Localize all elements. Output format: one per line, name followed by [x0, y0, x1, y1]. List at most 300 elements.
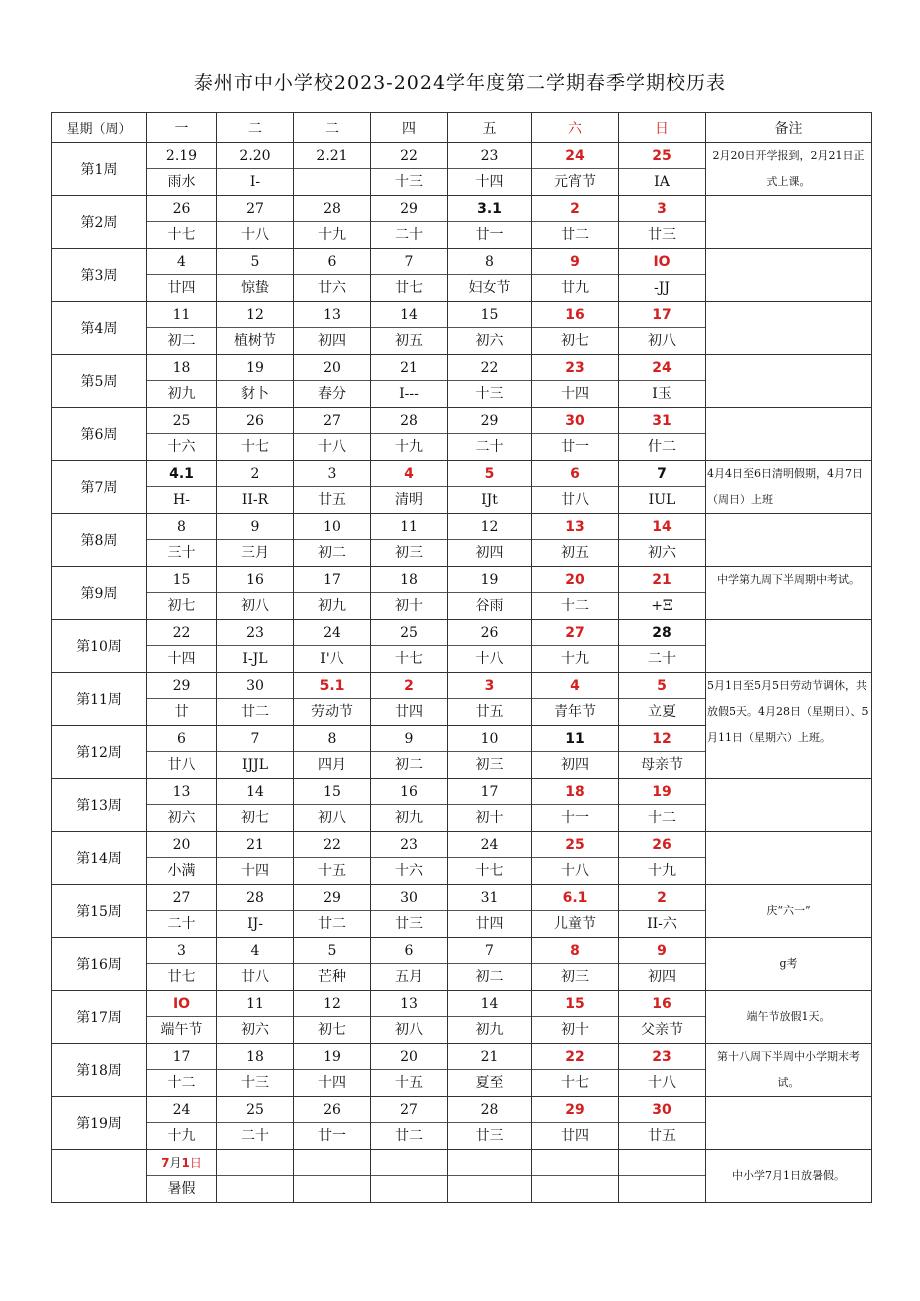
date-number: 27	[532, 620, 618, 646]
lunar-label: 十四	[241, 863, 269, 879]
week-row	[52, 832, 872, 885]
date-number: 15	[448, 302, 531, 328]
week-note: 5月1日至5月5日劳动节调休，共放假5天。4月28日（星期日）、5月11日（星期六）上班。	[706, 673, 872, 779]
empty-label	[217, 1176, 293, 1202]
day-cell-thu	[371, 514, 448, 567]
day-cell-tue	[217, 779, 294, 832]
lunar-label: 初九	[395, 810, 423, 826]
lunar-label: 廿一	[561, 439, 589, 455]
lunar-label: 初七	[318, 1022, 346, 1038]
day-cell-tue	[217, 673, 294, 726]
date-number: 8	[532, 938, 618, 964]
date-day-char: 日	[189, 1156, 202, 1170]
date-number: 13	[532, 514, 618, 540]
week-note: 端午节放假1天。	[706, 991, 872, 1044]
lunar-label: 芒种	[318, 969, 346, 985]
date-number: 15	[294, 779, 370, 805]
day-cell-wed	[294, 302, 371, 355]
date-number: 6	[532, 461, 618, 487]
date-number: 16	[619, 991, 705, 1017]
day-cell-mon	[147, 1044, 217, 1097]
header-row	[52, 113, 872, 143]
lunar-label: 惊蛰	[241, 280, 269, 296]
empty-note	[706, 1097, 872, 1150]
day-cell-fri	[448, 302, 532, 355]
date-number: 14	[619, 514, 705, 540]
empty-date	[619, 1150, 705, 1176]
lunar-label: -JJ	[654, 280, 670, 296]
day-cell-sun	[619, 514, 706, 567]
date-number: 12	[294, 991, 370, 1017]
lunar-label: 初三	[561, 969, 589, 985]
day-cell-tue	[217, 408, 294, 461]
week-label: 第11周	[52, 673, 147, 726]
day-cell-thu	[371, 1044, 448, 1097]
date-number: 7	[371, 249, 447, 275]
date-number: 27	[147, 885, 216, 911]
date-number: 28	[217, 885, 293, 911]
date-number: 27	[294, 408, 370, 434]
date-number: 23	[217, 620, 293, 646]
lunar-label: 廿四	[475, 916, 504, 932]
lunar-label: 端午节	[160, 1022, 203, 1038]
lunar-label: 初五	[561, 545, 589, 561]
day-cell-mon	[147, 885, 217, 938]
date-number: 30	[619, 1097, 705, 1123]
date-number: 3	[147, 938, 216, 964]
date-number: 16	[532, 302, 618, 328]
lunar-label: 十九	[648, 863, 676, 879]
date-number: 22	[147, 620, 216, 646]
header-day-fri: 五	[448, 113, 532, 143]
lunar-label: 初六	[648, 545, 676, 561]
lunar-label: 十七	[395, 651, 423, 667]
week-label-empty	[52, 1150, 147, 1203]
day-cell-fri	[448, 1044, 532, 1097]
empty-date	[294, 1150, 370, 1176]
day-cell-sun	[619, 302, 706, 355]
day-cell-tue	[217, 991, 294, 1044]
lunar-label: 十六	[395, 863, 423, 879]
empty-day-cell	[532, 1150, 619, 1203]
date-number: IO	[619, 249, 705, 275]
lunar-label: 十七	[475, 863, 504, 879]
lunar-label: 初八	[318, 810, 346, 826]
lunar-label: 初四	[475, 545, 504, 561]
date-number: 4	[371, 461, 447, 487]
day-cell-sun	[619, 832, 706, 885]
date-number: 23	[371, 832, 447, 858]
day-cell-sun	[619, 991, 706, 1044]
date-number: 3.1	[448, 196, 531, 222]
calendar-body	[52, 143, 872, 1203]
lunar-label: IJt	[481, 492, 498, 508]
day-cell-sat	[532, 885, 619, 938]
date-number: 5	[294, 938, 370, 964]
date-number: 22	[371, 143, 447, 169]
day-cell-sun	[619, 1097, 706, 1150]
lunar-label: H-	[173, 492, 190, 508]
date-number: 5	[619, 673, 705, 699]
day-cell-sun	[619, 143, 706, 196]
lunar-label: 廿一	[318, 1128, 346, 1144]
lunar-label: 植树节	[234, 333, 276, 349]
date-number: 9	[532, 249, 618, 275]
date-number: 18	[532, 779, 618, 805]
empty-date	[371, 1150, 447, 1176]
lunar-label: 二十	[648, 651, 676, 667]
week-row	[52, 885, 872, 938]
day-cell-fri	[448, 514, 532, 567]
week-label: 第12周	[52, 726, 147, 779]
lunar-label: 初九	[318, 598, 346, 614]
lunar-label: 三十	[167, 545, 196, 561]
empty-note	[706, 196, 872, 249]
empty-date	[217, 1150, 293, 1176]
lunar-label: 父亲节	[641, 1022, 683, 1038]
day-cell-fri	[448, 779, 532, 832]
day-cell-mon	[147, 1097, 217, 1150]
day-cell-mon	[147, 938, 217, 991]
date-number: 10	[448, 726, 531, 752]
lunar-label: 青年节	[554, 704, 596, 720]
lunar-label: 十八	[241, 227, 269, 243]
empty-note	[706, 514, 872, 567]
day-cell-tue	[217, 143, 294, 196]
lunar-label: 十二	[648, 810, 676, 826]
lunar-label: IUL	[648, 492, 676, 508]
date-number: 7	[217, 726, 293, 752]
day-cell-sat	[532, 355, 619, 408]
lunar-label: 二十	[475, 439, 504, 455]
day-cell-sat	[532, 567, 619, 620]
date-number: 28	[619, 620, 705, 646]
day-cell-fri	[448, 567, 532, 620]
date-day-number: 1	[181, 1156, 190, 1170]
lunar-label: 廿七	[167, 969, 196, 985]
date-number: 17	[294, 567, 370, 593]
day-cell-wed	[294, 355, 371, 408]
date-number: 4.1	[147, 461, 216, 487]
date-number: 19	[217, 355, 293, 381]
week-row	[52, 143, 872, 196]
day-cell-tue	[217, 567, 294, 620]
lunar-label: 十九	[167, 1128, 196, 1144]
summer-break-label: 暑假	[167, 1181, 196, 1197]
day-cell-mon	[147, 514, 217, 567]
week-note: 中学第九周下半周期中考试。	[706, 567, 872, 620]
day-cell-tue	[217, 620, 294, 673]
lunar-label: 什二	[648, 439, 676, 455]
date-number: 29	[371, 196, 447, 222]
day-cell-wed	[294, 779, 371, 832]
lunar-label: I-JL	[242, 651, 268, 667]
lunar-label: 初四	[561, 757, 589, 773]
empty-label	[448, 1176, 531, 1202]
day-cell-sun	[619, 673, 706, 726]
lunar-label: 初二	[395, 757, 423, 773]
day-cell-wed	[294, 143, 371, 196]
date-number: 6	[147, 726, 216, 752]
date-number: 12	[448, 514, 531, 540]
day-cell-mon	[147, 620, 217, 673]
lunar-label: 母亲节	[641, 757, 683, 773]
day-cell-wed	[294, 726, 371, 779]
day-cell-fri	[448, 408, 532, 461]
day-cell-thu	[371, 408, 448, 461]
date-number: 11	[147, 302, 216, 328]
day-cell-sat	[532, 196, 619, 249]
lunar-label: 初二	[475, 969, 504, 985]
lunar-label: 廿四	[561, 1128, 589, 1144]
day-cell-mon	[147, 726, 217, 779]
week-label: 第6周	[52, 408, 147, 461]
day-cell-sat	[532, 779, 619, 832]
date-number: 4	[532, 673, 618, 699]
day-cell-mon	[147, 991, 217, 1044]
day-cell-sat	[532, 408, 619, 461]
lunar-label: 廿二	[395, 1128, 423, 1144]
day-cell-sun	[619, 408, 706, 461]
date-number: 26	[294, 1097, 370, 1123]
summer-break-date	[147, 1150, 216, 1176]
date-number: 2	[532, 196, 618, 222]
empty-note	[706, 302, 872, 355]
date-number: 9	[619, 938, 705, 964]
week-label: 第3周	[52, 249, 147, 302]
date-number: 19	[448, 567, 531, 593]
date-number: 26	[448, 620, 531, 646]
day-cell-fri	[448, 355, 532, 408]
empty-day-cell	[619, 1150, 706, 1203]
date-number: 13	[147, 779, 216, 805]
date-number: 11	[532, 726, 618, 752]
lunar-label: II-R	[241, 492, 269, 508]
day-cell-wed	[294, 1097, 371, 1150]
date-month-char: 月	[169, 1156, 182, 1170]
day-cell-sat	[532, 673, 619, 726]
lunar-label: 劳动节	[311, 704, 353, 720]
week-label: 第16周	[52, 938, 147, 991]
school-calendar-table	[51, 112, 872, 1203]
day-cell-sat	[532, 143, 619, 196]
lunar-label: 十二	[561, 598, 589, 614]
date-number: 29	[448, 408, 531, 434]
day-cell-mon	[147, 832, 217, 885]
day-cell-sat	[532, 938, 619, 991]
lunar-label: I-	[249, 174, 261, 190]
day-cell-thu	[371, 302, 448, 355]
summer-break-cell	[147, 1150, 217, 1203]
lunar-label: 廿八	[561, 492, 589, 508]
week-label: 第14周	[52, 832, 147, 885]
empty-label	[619, 1176, 705, 1202]
date-number: 30	[532, 408, 618, 434]
lunar-label: 十七	[167, 227, 196, 243]
lunar-label: 十四	[561, 386, 589, 402]
lunar-label: 雨水	[167, 174, 196, 190]
empty-note	[706, 355, 872, 408]
date-number: 24	[619, 355, 705, 381]
day-cell-sat	[532, 461, 619, 514]
lunar-label: 十八	[648, 1075, 676, 1091]
date-number: 2	[619, 885, 705, 911]
day-cell-fri	[448, 196, 532, 249]
day-cell-mon	[147, 355, 217, 408]
date-number: 7	[619, 461, 705, 487]
date-number: 3	[294, 461, 370, 487]
lunar-label: 十二	[167, 1075, 196, 1091]
summer-break-row	[52, 1150, 872, 1203]
week-note: g考	[706, 938, 872, 991]
lunar-label: 初十	[561, 1022, 589, 1038]
page-title: 泰州市中小学校2023-2024学年度第二学期春季学期校历表	[193, 72, 727, 94]
lunar-label: 二十	[395, 227, 423, 243]
week-row	[52, 1097, 872, 1150]
date-number: 18	[371, 567, 447, 593]
day-cell-tue	[217, 196, 294, 249]
lunar-label: 十三	[475, 386, 504, 402]
day-cell-fri	[448, 620, 532, 673]
week-label: 第1周	[52, 143, 147, 196]
lunar-label: 初八	[241, 598, 269, 614]
date-number: 25	[147, 408, 216, 434]
date-number: 26	[619, 832, 705, 858]
week-row	[52, 408, 872, 461]
day-cell-wed	[294, 620, 371, 673]
week-label: 第4周	[52, 302, 147, 355]
lunar-label: 廿一	[475, 227, 504, 243]
lunar-label: 初六	[167, 810, 196, 826]
day-cell-fri	[448, 832, 532, 885]
date-number: 8	[147, 514, 216, 540]
week-label: 第19周	[52, 1097, 147, 1150]
date-number: 13	[371, 991, 447, 1017]
lunar-label: 初三	[475, 757, 504, 773]
day-cell-thu	[371, 832, 448, 885]
date-number: 20	[294, 355, 370, 381]
empty-day-cell	[294, 1150, 371, 1203]
day-cell-thu	[371, 938, 448, 991]
date-number: 19	[294, 1044, 370, 1070]
day-cell-wed	[294, 461, 371, 514]
day-cell-mon	[147, 143, 217, 196]
empty-date	[532, 1150, 618, 1176]
week-row	[52, 991, 872, 1044]
date-number: 3	[619, 196, 705, 222]
date-number: 2.19	[147, 143, 216, 169]
week-row	[52, 938, 872, 991]
lunar-label: IJ-	[247, 916, 263, 932]
lunar-label: 十九	[395, 439, 423, 455]
header-notes: 备注	[706, 113, 872, 143]
header-day-sat: 六	[532, 113, 619, 143]
date-number: 28	[448, 1097, 531, 1123]
lunar-label: 廿八	[167, 757, 196, 773]
day-cell-fri	[448, 143, 532, 196]
week-label: 第5周	[52, 355, 147, 408]
day-cell-sat	[532, 832, 619, 885]
day-cell-sun	[619, 567, 706, 620]
day-cell-sat	[532, 991, 619, 1044]
date-number: 6.1	[532, 885, 618, 911]
day-cell-mon	[147, 302, 217, 355]
date-number: 8	[448, 249, 531, 275]
week-label: 第8周	[52, 514, 147, 567]
day-cell-tue	[217, 461, 294, 514]
lunar-label: 初二	[318, 545, 346, 561]
lunar-label: 十四	[475, 174, 504, 190]
week-label: 第9周	[52, 567, 147, 620]
lunar-label: +Ξ	[651, 598, 673, 614]
date-number: 14	[371, 302, 447, 328]
date-number: 20	[371, 1044, 447, 1070]
lunar-label: 谷雨	[475, 598, 504, 614]
date-number: IO	[147, 991, 216, 1017]
lunar-label: 十五	[395, 1075, 423, 1091]
summer-break-note: 中小学7月1日放暑假。	[706, 1150, 872, 1203]
date-number: 16	[217, 567, 293, 593]
date-number: 12	[619, 726, 705, 752]
lunar-label: 初二	[167, 333, 196, 349]
date-number: 31	[619, 408, 705, 434]
lunar-label: 十四	[318, 1075, 346, 1091]
day-cell-sun	[619, 1044, 706, 1097]
date-number: 2.20	[217, 143, 293, 169]
lunar-label: 儿童节	[554, 916, 596, 932]
date-number: 10	[294, 514, 370, 540]
date-number: 21	[448, 1044, 531, 1070]
day-cell-wed	[294, 673, 371, 726]
date-number: 5	[217, 249, 293, 275]
lunar-label: II-六	[647, 916, 677, 932]
lunar-label: 二十	[167, 916, 196, 932]
date-number: 9	[371, 726, 447, 752]
date-number: 21	[371, 355, 447, 381]
empty-date	[448, 1150, 531, 1176]
lunar-label: 廿四	[395, 704, 423, 720]
date-number: 24	[532, 143, 618, 169]
day-cell-sat	[532, 620, 619, 673]
lunar-label: 豺卜	[241, 386, 269, 402]
lunar-label: 十三	[241, 1075, 269, 1091]
date-number: 17	[448, 779, 531, 805]
day-cell-sat	[532, 726, 619, 779]
day-cell-mon	[147, 408, 217, 461]
date-number: 29	[532, 1097, 618, 1123]
day-cell-sat	[532, 249, 619, 302]
lunar-label: 三月	[241, 545, 269, 561]
header-day-wed: 二	[294, 113, 371, 143]
date-number: 20	[532, 567, 618, 593]
lunar-label: 初九	[167, 386, 196, 402]
lunar-label: 二十	[241, 1128, 269, 1144]
date-number: 9	[217, 514, 293, 540]
day-cell-sun	[619, 249, 706, 302]
day-cell-wed	[294, 196, 371, 249]
lunar-label: 廿九	[561, 280, 589, 296]
lunar-label: 廿三	[648, 227, 676, 243]
day-cell-tue	[217, 832, 294, 885]
day-cell-thu	[371, 355, 448, 408]
date-number: 2	[217, 461, 293, 487]
day-cell-wed	[294, 567, 371, 620]
day-cell-tue	[217, 1044, 294, 1097]
day-cell-wed	[294, 1044, 371, 1097]
day-cell-thu	[371, 196, 448, 249]
empty-label	[532, 1176, 618, 1202]
day-cell-thu	[371, 991, 448, 1044]
